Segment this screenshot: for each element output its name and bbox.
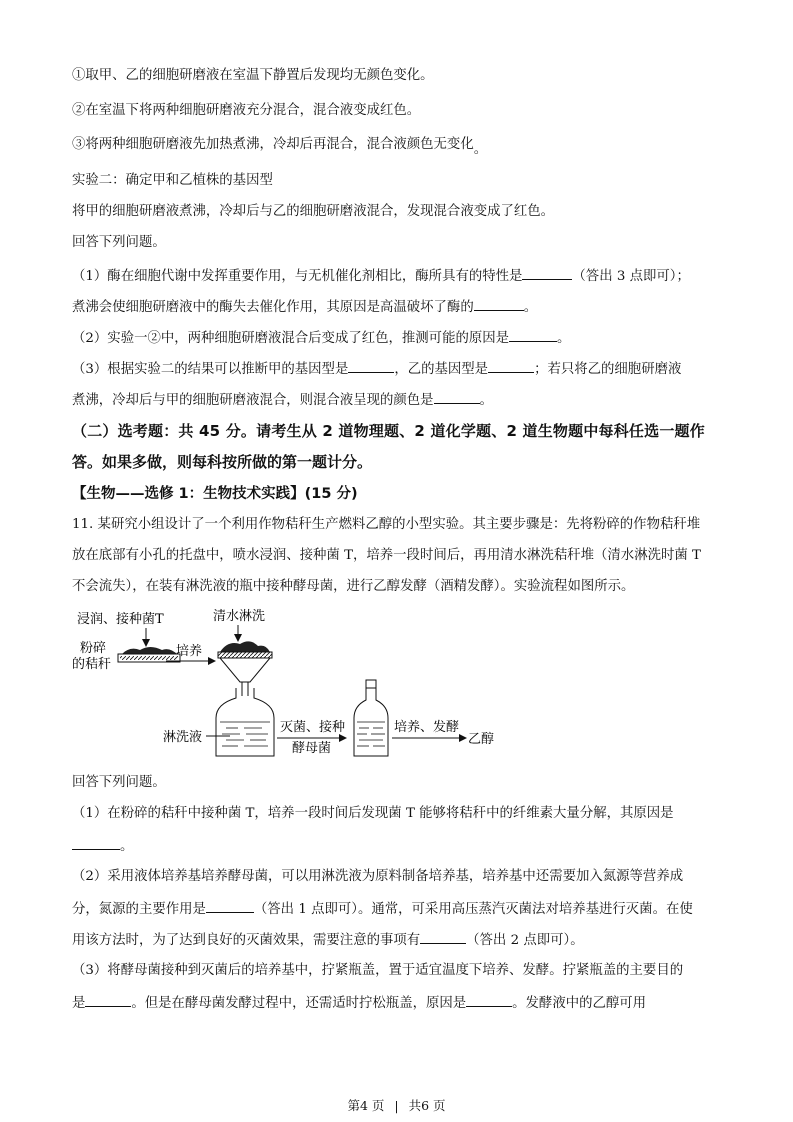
q11-part3-line1: （3）将酵母菌接种到灭菌后的培养基中，拧紧瓶盖，置于适宜温度下培养、发酵。拧紧瓶盖的主要目的 (72, 963, 684, 978)
q11-part2-line1: （2）采用液体培养基培养酵母菌，可以用淋洗液为原料制备培养基，培养基中还需要加入氮源等营养成 (72, 869, 684, 884)
q10-p2-end: 。 (557, 331, 571, 346)
exp2-text: 将甲的细胞研磨液煮沸，冷却后与乙的细胞研磨液混合，发现混合液变成了红色。 (72, 204, 555, 219)
q10-p3-text2: ，乙的基因型是 (394, 362, 489, 377)
label-soak-inoculate: 浸润、接种菌T (77, 612, 164, 627)
q11-part2-line2 (72, 898, 693, 920)
q10-part3-line1 (72, 358, 681, 380)
page-total: 共6 页 (408, 1098, 446, 1113)
q11-p2-text2: 分，氮源的主要作用是 (72, 902, 206, 917)
section-heading-line1: （二）选考题：共 45 分。请考生从 2 道物理题、2 道化学题、2 道生物题中每科任选一题作 (72, 422, 705, 440)
q11-p2-text4: 用该方法时，为了达到良好的灭菌效果，需要注意的事项有 (72, 933, 421, 948)
label-sterilize: 灭菌、接种 (280, 720, 346, 735)
experiment-flow-diagram (70, 600, 510, 768)
q10-part2 (72, 327, 570, 349)
q10-p1-text: （1）酶在细胞代谢中发挥重要作用，与无机催化剂相比，酶所具有的特性是 (72, 269, 523, 284)
q10-p3-text4: 煮沸，冷却后与甲的细胞研磨液混合，则混合液呈现的颜色是 (72, 393, 434, 408)
label-straw: 的秸秆 (72, 657, 112, 672)
page-separator: | (394, 1098, 399, 1113)
q11-p3-text3: 。但是在酵母菌发酵过程中，还需适时拧松瓶盖，原因是 (131, 996, 467, 1011)
exp1-step3 (72, 135, 487, 155)
answer-blank (434, 389, 480, 404)
label-culture: 培养 (176, 644, 203, 659)
answer-blank (488, 358, 534, 373)
page-number: 第4 页 (347, 1098, 385, 1113)
q11-part2-line3 (72, 929, 584, 951)
q11-p2-text5: （答出 2 点即可）。 (466, 933, 584, 948)
label-yeast: 酵母菌 (292, 741, 332, 756)
exp1-step3-end: 。 (473, 142, 488, 157)
q11-answer-prompt: 回答下列问题。 (72, 775, 166, 790)
q11-intro-line2: 放在底部有小孔的托盘中，喷水浸润、接种菌 T，培养一段时间后，再用清水淋洗秸秆堆（清水淋洗时菌 T (72, 548, 701, 563)
answer-blank (348, 358, 394, 373)
module-heading: 【生物——选修 1：生物技术实践】(15 分) (72, 486, 358, 502)
eluate-bottle (216, 688, 274, 756)
exp1-step1: ①取甲、乙的细胞研磨液在室温下静置后发现均无颜色变化。 (72, 68, 434, 83)
label-rinse: 清水淋洗 (213, 609, 266, 624)
q11-p2-text3: （答出 1 点即可）。通常，可采用高压蒸汽灭菌法对培养基进行灭菌。在使 (253, 902, 693, 917)
q10-p1-note: （答出 3 点即可）； (572, 269, 690, 284)
q10-part1-line1 (72, 265, 690, 287)
answer-blank (206, 898, 254, 913)
funnel-with-straw (218, 641, 272, 696)
q10-p1-end: 。 (523, 300, 538, 315)
q11-intro-line3: 不会流失），在装有淋洗液的瓶中接种酵母菌，进行乙醇发酵（酒精发酵）。实验流程如图所示。 (72, 579, 635, 594)
exp2-title: 实验二：确定甲和乙植株的基因型 (72, 173, 273, 188)
exp1-step3-text: ③将两种细胞研磨液先加热煮沸，冷却后再混合，混合液颜色无变化 (72, 137, 474, 152)
answer-blank (522, 265, 572, 280)
q10-part3-line2 (72, 389, 493, 411)
section-heading-line2: 答。如果多做，则每科按所做的第一题计分。 (72, 453, 373, 471)
straw-tray-1 (118, 647, 180, 662)
answer-blank (466, 992, 512, 1007)
q10-p1-text2: 煮沸会使细胞研磨液中的酶失去催化作用，其原因是高温破坏了酶的 (72, 300, 474, 315)
answer-blank (420, 929, 466, 944)
q10-p3-text3: ；若只将乙的细胞研磨液 (534, 362, 682, 377)
q11-p3-text2: 是 (72, 996, 86, 1011)
answer-blank (509, 327, 557, 342)
label-crushed: 粉碎 (80, 641, 107, 656)
q11-p1-end: 。 (120, 839, 134, 854)
q10-p2-text: （2）实验一②中，两种细胞研磨液混合后变成了红色，推测可能的原因是 (72, 331, 510, 346)
answer-prompt: 回答下列问题。 (72, 235, 166, 250)
q11-part3-line2 (72, 992, 646, 1014)
answer-blank (72, 835, 120, 850)
q11-p3-text4: 。发酵液中的乙醇可用 (512, 996, 647, 1011)
page-footer (0, 1096, 793, 1114)
exp1-step2: ②在室温下将两种细胞研磨液充分混合，混合液变成红色。 (72, 103, 421, 118)
fermentation-bottle (354, 680, 388, 756)
q10-part1-line2 (72, 296, 537, 318)
answer-blank (474, 296, 524, 311)
label-ethanol: 乙醇 (468, 732, 495, 747)
q11-part1-line2 (72, 835, 133, 857)
q10-p3-end: 。 (479, 393, 493, 408)
q10-p3-text: （3）根据实验二的结果可以推断甲的基因型是 (72, 362, 349, 377)
q11-part1-line1: （1）在粉碎的秸秆中接种菌 T，培养一段时间后发现菌 T 能够将秸秆中的纤维素大量分解，其原因是 (72, 806, 674, 821)
label-eluate: 淋洗液 (163, 730, 203, 745)
label-ferment: 培养、发酵 (394, 720, 460, 735)
answer-blank (85, 992, 131, 1007)
q11-intro-line1: 11. 某研究小组设计了一个利用作物秸秆生产燃料乙醇的小型实验。其主要步骤是：先将粉碎的作物秸秆堆 (72, 517, 701, 532)
